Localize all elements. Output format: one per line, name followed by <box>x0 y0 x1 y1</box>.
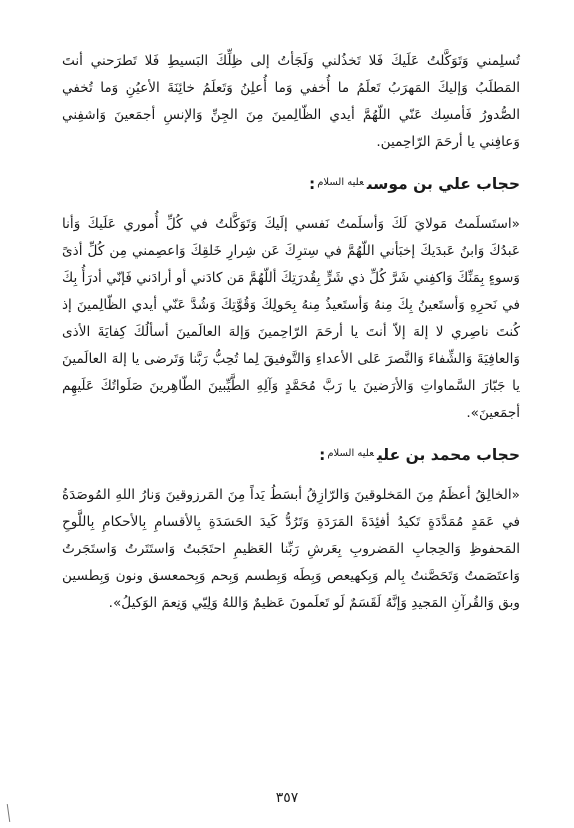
section-heading <box>62 170 520 201</box>
prayer-text: «استَسلَمتُ مَولايَ لَكَ وَأسلَمتُ نَفسي إلَيكَ وَتَوَكَّلتُ في كُلِّ أُموري عَلَيكَ وَأنا عَبدُكَ وَابنُ عَبدَيكَ إخبَأني اللّهُمَّ في سِترِكَ عَن شِرارِ خَلقِكَ وَاعصِمني مِن كُلِّ أذىً وَسوءٍ بِمَنِّكَ وَاكفِني شَرَّ كُلِّ ذي شَرٍّ بِقُدرَتِكَ أللّهُمَّ مَن كادَني أو أرادَني فَإنّي أدرَأُ بِكَ في نَحرِهِ وَأستَعينُ بِكَ مِنهُ وَأستَعيذُ مِنهُ بِحَولِكَ وَقُوَّتِكَ وَشُدَّ عَنّي أيدي الظّالِمينَ إذ كُنتَ ناصِري لا إلهَ إلاّ أنتَ يا أرحَمَ الرّاحِمينَ وَإلهَ العالَمينَ أسألُكَ كِفايَةَ الأذى وَالعافِيَةَ وَالشِّفاءَ وَالنَّصرَ عَلى الأعداءِ وَالتَّوفيقَ لِما تُحِبُّ رَبَّنا وَتَرضى يا إلهَ العالَمينَ يا جَبّارَ السَّماواتِ وَالأرَضينَ يا رَبَّ مُحَمَّدٍ وَآلِهِ الطَّيِّبينَ الطّاهِرينَ صَلَواتُكَ عَلَيهِم أجمَعينَ». <box>62 216 520 421</box>
heading-title: حجاب محمد بن علي <box>376 446 520 464</box>
heading-colon: : <box>309 175 316 193</box>
page-content <box>62 48 520 631</box>
section-muhammad-bin-ali <box>62 441 520 617</box>
heading-title: حجاب علي بن موسى <box>366 175 520 193</box>
intro-paragraph: تُسلِمني وَتَوَكَّلتُ عَلَيكَ فَلا تَخذُلني وَلَجَأتُ إلى ظِلِّكَ البَسيطِ فَلا تَطرَحني أنتَ المَطلَبُ وَإليكَ المَهرَبُ تَعلَمُ ما أُخفي وَما أُعلِنُ وَتَعلَمُ خائِنَةَ الأعيُنِ وَما تُخفي الصُّدورُ فَأمسِك عَنّي اللّهُمَّ أيدي الظّالِمينَ مِنَ الجِنِّ وَالإنسِ أجمَعينَ وَاشفِني وَعافِني يا أرحَمَ الرّاحِمين. <box>62 53 520 150</box>
page-number: ٣٥٧ <box>275 790 299 806</box>
section-ali-bin-musa <box>62 170 520 427</box>
section-heading <box>62 441 520 472</box>
heading-colon: : <box>319 446 326 464</box>
scan-edge-mark <box>7 804 10 822</box>
honorific-ligature: عليه السلام <box>317 177 364 188</box>
honorific-ligature: عليه السلام <box>327 448 374 459</box>
prayer-text: «الخالِقُ أعظَمُ مِنَ المَخلوقينَ وَالرّازِقُ أبسَطُ يَداً مِنَ المَرزوقينَ وَنارُ اللهِ المُوصَدَةُ في عَمَدٍ مُمَدَّدَةٍ تَكيدُ أفئِدَةَ المَرَدَةِ وَتَرُدُّ كَيدَ الحَسَدَةِ بِالأقسامِ بِالأحكامِ بِاللَّوحِ المَحفوظِ وَالحِجابِ المَضروبِ بِعَرشِ رَبِّنا العَظيمِ احتَجَبتُ وَاستَتَرتُ وَاستَجَرتُ وَاعتَصَمتُ وَتَحَصَّنتُ بِالم وَبِكهيعص وَبِطَه وَبِطسم وَبِحم وَبِحمعسق ونون وَبِطسين وبق وَالقُرآنِ المَجيدِ وَإنَّهُ لَقَسَمٌ لَو تَعلَمونَ عَظيمٌ وَاللهُ وَلِيّي وَنِعمَ الوَكيلُ». <box>62 487 520 611</box>
